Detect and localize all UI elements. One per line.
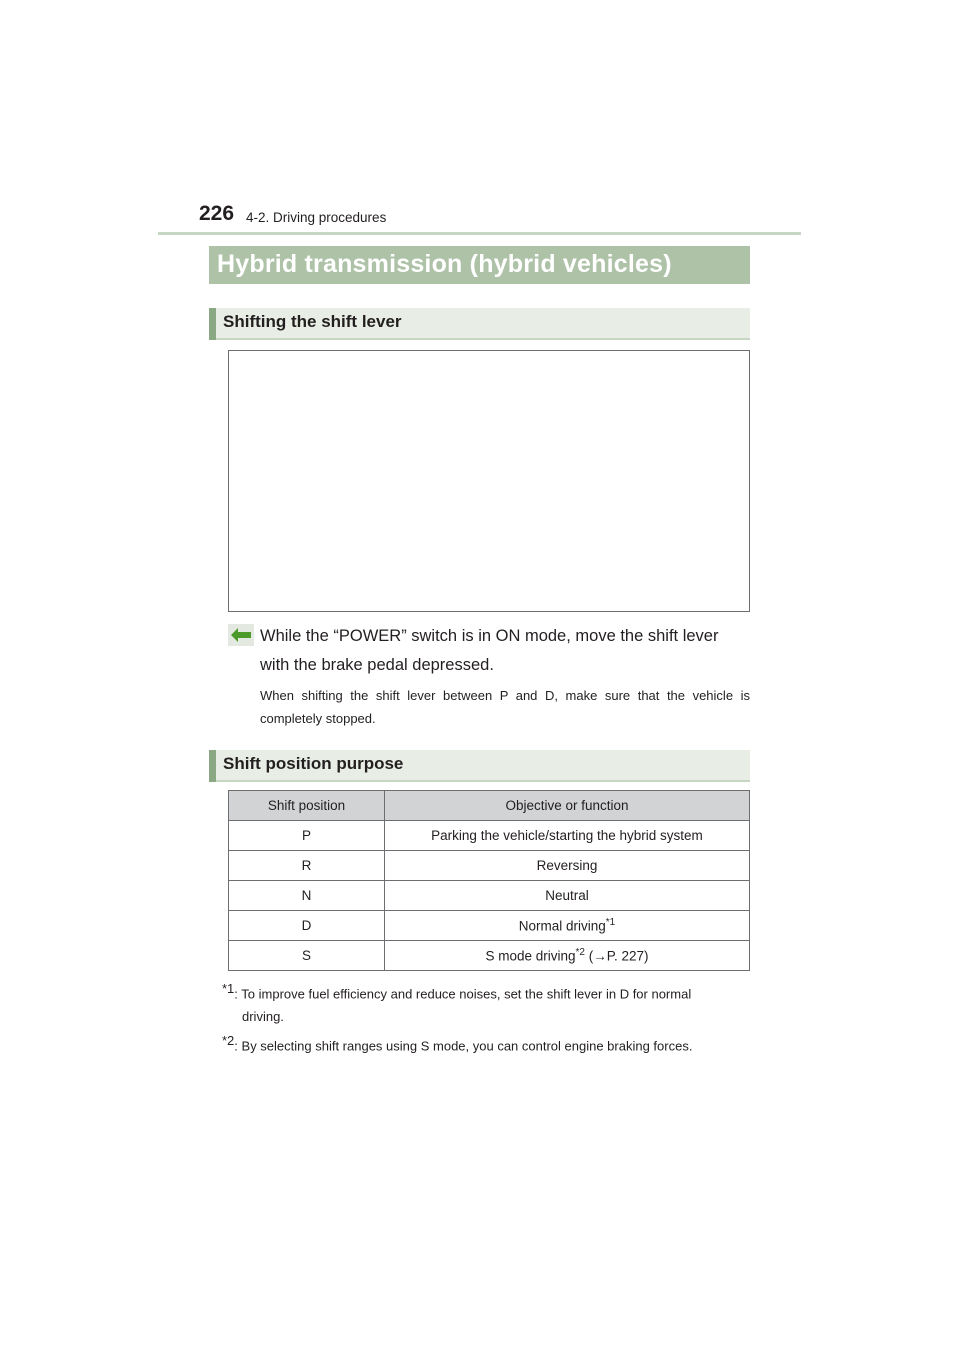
shift-lever-illustration <box>228 350 750 612</box>
footnote-ref: *2 <box>575 947 585 959</box>
shift-position-cell: N <box>229 881 385 911</box>
shift-position-cell: S <box>229 941 385 971</box>
title-band <box>209 246 750 284</box>
page-number: 226 <box>199 202 235 225</box>
section-heading-bar <box>209 750 216 782</box>
footnote-ref: *1 <box>605 917 616 929</box>
table-row <box>229 941 750 971</box>
page-title: Hybrid transmission (hybrid vehicles) <box>217 250 672 278</box>
arrow-left-icon-graphic <box>231 628 251 642</box>
function-cell: Parking the vehicle/starting the hybrid system <box>385 821 750 851</box>
footnote-continuation: driving. <box>242 1009 284 1025</box>
table-row <box>229 881 750 911</box>
section-heading-band-purpose <box>209 750 750 782</box>
shift-position-cell: P <box>229 821 385 851</box>
arrow-left-icon <box>228 624 254 646</box>
section-heading-band-shifting <box>209 308 750 340</box>
table-header-row <box>229 791 750 821</box>
footnote-2 <box>222 1029 750 1057</box>
footnote-1 <box>222 977 750 1028</box>
note-text: When shifting the shift lever between P and D, make sure that the vehicle is completely stopped. <box>260 688 750 726</box>
page-reference: (→P. 227) <box>588 948 649 964</box>
function-cell: Neutral <box>385 881 750 911</box>
column-header: Objective or function <box>385 791 750 821</box>
section-heading-purpose: Shift position purpose <box>223 754 404 773</box>
shift-position-table <box>228 790 750 971</box>
function-text: S mode driving <box>485 948 576 964</box>
footnote-text: : By selecting shift ranges using S mode, you can control engine braking forces. <box>234 1038 693 1054</box>
shift-position-cell: R <box>229 851 385 881</box>
shift-position-cell: D <box>229 911 385 941</box>
column-header: Shift position <box>229 791 385 821</box>
header-rule <box>158 232 801 235</box>
function-cell: Reversing <box>385 851 750 881</box>
footnote-mark: *1 <box>222 981 235 996</box>
footnote-mark: *2 <box>222 1033 235 1048</box>
table-row <box>229 911 750 941</box>
footnote-text: : To improve fuel efficiency and reduce noises, set the shift lever in D for normal <box>234 986 692 1002</box>
instruction-text: While the “POWER” switch is in ON mode, move the shift lever with the brake pedal depressed. <box>260 627 719 674</box>
section-heading-bar <box>209 308 216 340</box>
table-row <box>229 821 750 851</box>
function-cell <box>385 911 750 941</box>
section-path: 4-2. Driving procedures <box>246 210 387 225</box>
section-heading-shifting: Shifting the shift lever <box>223 312 402 331</box>
function-text: Normal driving <box>518 918 606 934</box>
table-row <box>229 851 750 881</box>
function-cell <box>385 941 750 971</box>
